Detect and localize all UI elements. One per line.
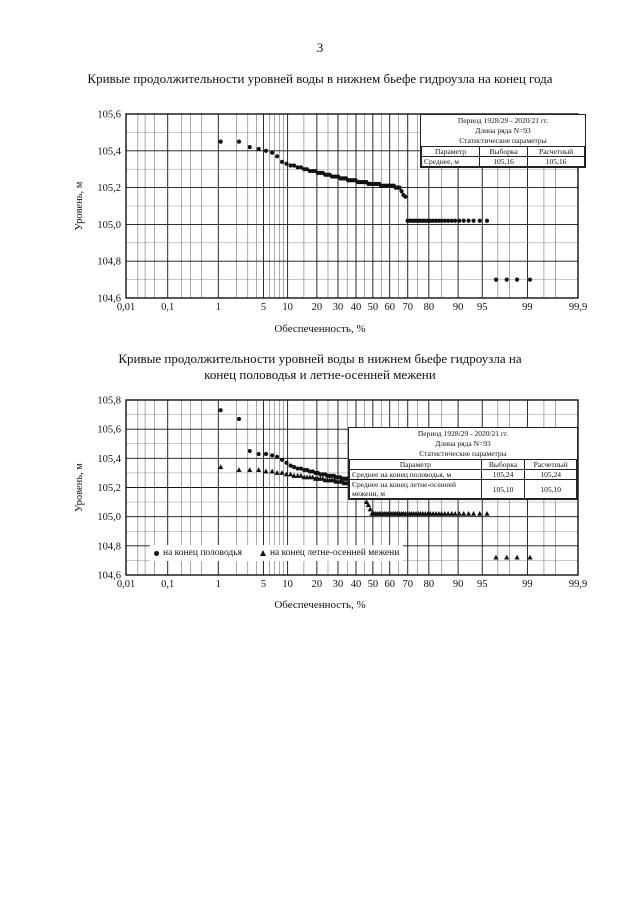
stats-row-calc: 105,16 xyxy=(528,157,585,167)
x-tick-label: 90 xyxy=(452,302,464,313)
page-number: 3 xyxy=(316,40,324,55)
data-point xyxy=(219,408,223,412)
stats-row-param: Среднее, м xyxy=(422,157,480,167)
data-point xyxy=(453,511,458,516)
chart2-title: Кривые продолжительности уровней воды в нижнем бьефе гидроузла на конец половодья и летне-осенней межени xyxy=(118,351,522,382)
x-tick-label: 40 xyxy=(350,579,362,590)
data-point xyxy=(284,461,288,465)
stats-row1-calc: 105,24 xyxy=(525,470,577,480)
chart2-stats-caption: Статистические параметры xyxy=(419,449,507,458)
legend-label-lowwater: на конец летне-осенней межени xyxy=(269,548,400,558)
x-tick-label: 10 xyxy=(282,579,293,590)
x-tick-label: 60 xyxy=(384,579,395,590)
chart1-stats-caption: Статистические параметры xyxy=(459,136,547,145)
x-tick-label: 95 xyxy=(476,579,488,590)
data-point xyxy=(484,511,489,516)
data-point xyxy=(257,452,261,456)
x-tick-label: 99 xyxy=(522,579,533,590)
data-point xyxy=(270,453,274,457)
x-tick-label: 20 xyxy=(311,302,323,313)
stats-col-calc: Расчетный xyxy=(525,460,577,470)
data-point xyxy=(292,465,296,469)
x-tick-label: 80 xyxy=(423,302,435,313)
data-point xyxy=(514,555,519,560)
x-tick-label: 70 xyxy=(402,302,413,313)
chart2-xlabel: Обеспеченность, % xyxy=(274,599,366,611)
y-tick-label: 105,6 xyxy=(97,424,121,436)
stats-col-sample: Выборка xyxy=(480,147,528,157)
chart1-stats-length: Длина ряда N=93 xyxy=(475,126,531,135)
legend-item-lowwater xyxy=(260,548,399,558)
chart2-stats-box xyxy=(348,427,578,500)
data-point xyxy=(457,511,462,516)
data-point xyxy=(237,417,241,421)
x-tick-label: 30 xyxy=(332,302,344,313)
data-point xyxy=(368,507,373,512)
x-tick-label: 70 xyxy=(402,579,413,590)
chart1-xlabel: Обеспеченность, % xyxy=(274,323,366,335)
chart1-stats-period: Период 1928/29 - 2020/21 гг. xyxy=(457,116,549,125)
data-point xyxy=(527,555,532,560)
data-point xyxy=(471,511,476,516)
x-tick-label: 0,1 xyxy=(161,579,175,590)
x-tick-label: 0,1 xyxy=(161,302,175,313)
stats-row2-sample: 105,10 xyxy=(481,480,525,499)
data-point xyxy=(256,467,261,472)
data-point xyxy=(248,449,252,453)
y-tick-label: 104,6 xyxy=(97,293,121,305)
x-tick-label: 0,01 xyxy=(116,579,136,590)
data-point xyxy=(275,455,279,459)
x-tick-label: 90 xyxy=(452,579,464,590)
x-tick-label: 60 xyxy=(384,302,395,313)
triangle-marker-icon xyxy=(260,550,266,556)
data-point xyxy=(218,464,223,469)
x-tick-label: 40 xyxy=(350,302,362,313)
stats-row-sample: 105,16 xyxy=(480,157,528,167)
y-tick-label: 105,4 xyxy=(97,146,121,158)
x-tick-label: 99,9 xyxy=(568,579,588,590)
stats-row1-param: Среднее на конец половодья, м xyxy=(350,470,482,480)
y-tick-label: 105,2 xyxy=(97,183,121,195)
x-tick-label: 1 xyxy=(215,579,221,590)
x-tick-label: 10 xyxy=(282,302,293,313)
stats-row2-param: Среднее на конец летне-осенней межени, м xyxy=(350,480,482,499)
data-point xyxy=(477,511,482,516)
x-tick-label: 50 xyxy=(367,302,379,313)
x-tick-label: 0,01 xyxy=(116,302,136,313)
stats-col-param: Параметр xyxy=(350,460,482,470)
data-point xyxy=(280,458,284,462)
data-point xyxy=(263,469,268,474)
y-tick-label: 104,8 xyxy=(97,256,121,268)
y-tick-label: 104,6 xyxy=(97,570,121,582)
data-point xyxy=(275,470,280,475)
data-point xyxy=(264,452,268,456)
y-tick-label: 105,2 xyxy=(97,483,121,494)
data-point xyxy=(236,467,241,472)
y-tick-label: 105,4 xyxy=(97,453,121,465)
y-axis-label: Уровень, м xyxy=(74,463,85,512)
y-tick-label: 105,0 xyxy=(97,219,121,231)
y-tick-label: 105,0 xyxy=(97,512,121,524)
x-tick-label: 95 xyxy=(476,302,488,313)
stats-row2-calc: 105,10 xyxy=(525,480,577,499)
data-point xyxy=(504,555,509,560)
data-point xyxy=(466,511,471,516)
x-tick-label: 5 xyxy=(260,302,267,313)
stats-col-calc: Расчетный xyxy=(528,147,585,157)
x-tick-label: 1 xyxy=(215,302,221,313)
x-tick-label: 30 xyxy=(332,579,344,590)
x-tick-label: 99,9 xyxy=(568,302,588,313)
data-point xyxy=(270,469,275,474)
y-axis-label: Уровень, м xyxy=(74,181,85,231)
chart1-title: Кривые продолжительности уровней воды в нижнем бьефе гидроузла на конец года xyxy=(87,71,553,86)
circle-marker-icon xyxy=(154,551,159,556)
data-point xyxy=(284,472,289,477)
x-tick-label: 80 xyxy=(423,579,435,590)
stats-row1-sample: 105,24 xyxy=(481,470,525,480)
legend-item-flood xyxy=(154,548,242,558)
data-point xyxy=(461,511,466,516)
stats-col-sample: Выборка xyxy=(481,460,525,470)
y-tick-label: 104,8 xyxy=(97,541,121,553)
y-tick-label: 105,8 xyxy=(97,395,121,407)
chart2-stats-table xyxy=(349,459,577,499)
data-point xyxy=(288,472,293,477)
chart2-stats-period: Период 1928/29 - 2020/21 гг. xyxy=(417,429,509,438)
x-tick-label: 99 xyxy=(522,302,533,313)
x-tick-label: 50 xyxy=(367,579,379,590)
chart2-legend xyxy=(150,545,403,561)
stats-col-param: Параметр xyxy=(422,147,480,157)
x-tick-label: 20 xyxy=(311,579,323,590)
legend-label-flood: на конец половодья xyxy=(163,548,242,558)
y-tick-label: 105,6 xyxy=(97,109,121,121)
x-tick-label: 5 xyxy=(260,579,267,590)
chart2-stats-length: Длина ряда N=93 xyxy=(435,439,491,448)
